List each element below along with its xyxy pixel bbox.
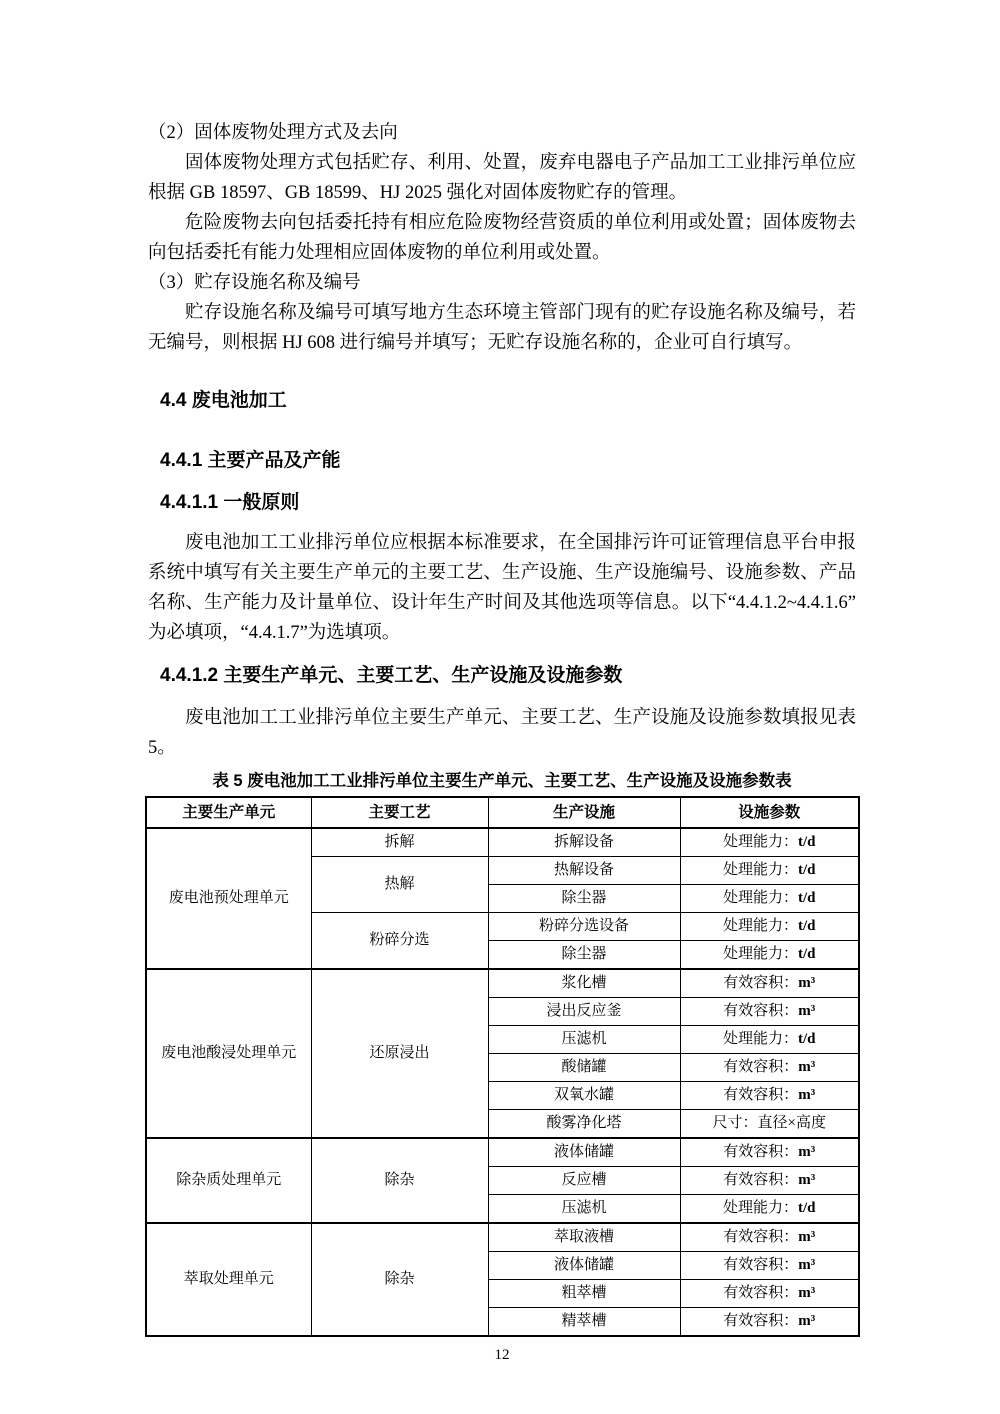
table-cell-param: 处理能力：t/d: [680, 1026, 859, 1054]
section-heading-4-4-1: 4.4.1 主要产品及产能: [160, 450, 341, 471]
table-5-title: 表 5 废电池加工工业排污单位主要生产单元、主要工艺、生产设施及设施参数表: [212, 772, 792, 790]
column-header-facility-parameter: 设施参数: [680, 797, 859, 828]
param-unit: t/d: [798, 834, 816, 850]
paragraph-solid-waste-modes: 固体废物处理方式包括贮存、利用、处置，废弃电器电子产品加工工业排污单位应根据 GB 18597、GB 18599、HJ 2025 强化对固体废物贮存的管理。: [148, 153, 856, 203]
table-cell-param: 有效容积：m³: [680, 1252, 859, 1280]
param-unit: t/d: [798, 946, 816, 962]
table-cell-unit: 萃取处理单元: [146, 1223, 311, 1336]
table-row: [146, 1138, 859, 1167]
param-unit: m³: [798, 1257, 816, 1273]
item-2-heading: （2）固体废物处理方式及去向: [148, 123, 398, 143]
table-cell-param: 有效容积：m³: [680, 998, 859, 1026]
table-cell-process: 热解: [311, 857, 488, 913]
paragraph-table-intro: 废电池加工工业排污单位主要生产单元、主要工艺、生产设施及设施参数填报见表 5。: [148, 708, 856, 758]
table-cell-unit: 废电池酸浸处理单元: [146, 969, 311, 1138]
section-heading-4-4: 4.4 废电池加工: [160, 390, 287, 411]
paragraph-general-principles: 废电池加工工业排污单位应根据本标准要求，在全国排污许可证管理信息平台申报系统中填写有关主要生产单元的主要工艺、生产设施、生产设施编号、设施参数、产品名称、生产能力及计量单位、设计年生产时间及其他选项等信息。以下“4.4.1.2~4.4.1.6”为必填项，“4.4.1.7”为选填项。: [148, 533, 856, 643]
table-cell-facility: 反应槽: [488, 1167, 680, 1195]
table-row: [146, 969, 859, 998]
page-number: 12: [494, 1347, 510, 1363]
table-cell-facility: 热解设备: [488, 857, 680, 885]
param-unit: m³: [798, 1059, 816, 1075]
table-cell-process: 除杂: [311, 1138, 488, 1223]
table-cell-facility: 拆解设备: [488, 828, 680, 857]
table-cell-process: 还原浸出: [311, 969, 488, 1138]
production-table: [145, 796, 860, 1337]
table-cell-param: 有效容积：m³: [680, 1167, 859, 1195]
section-heading-4-4-1-2: 4.4.1.2 主要生产单元、主要工艺、生产设施及设施参数: [160, 665, 623, 686]
table-cell-unit: 废电池预处理单元: [146, 828, 311, 969]
table-cell-facility: 液体储罐: [488, 1138, 680, 1167]
table-cell-param: 有效容积：m³: [680, 1138, 859, 1167]
param-unit: m³: [798, 1313, 816, 1329]
table-cell-process: 拆解: [311, 828, 488, 857]
table-cell-facility: 萃取液槽: [488, 1223, 680, 1252]
table-cell-param: 有效容积：m³: [680, 1280, 859, 1308]
table-cell-param: 处理能力：t/d: [680, 828, 859, 857]
table-cell-facility: 酸雾净化塔: [488, 1110, 680, 1139]
param-unit: t/d: [798, 918, 816, 934]
table-cell-facility: 压滤机: [488, 1195, 680, 1224]
param-unit: m³: [798, 1144, 816, 1160]
table-cell-facility: 液体储罐: [488, 1252, 680, 1280]
table-cell-param: 尺寸：直径×高度: [680, 1110, 859, 1139]
table-cell-param: 处理能力：t/d: [680, 885, 859, 913]
table-cell-param: 有效容积：m³: [680, 1054, 859, 1082]
table-cell-param: 处理能力：t/d: [680, 913, 859, 941]
paragraph-hazardous-waste: 危险废物去向包括委托持有相应危险废物经营资质的单位利用或处置；固体废物去向包括委托有能力处理相应固体废物的单位利用或处置。: [148, 213, 856, 263]
param-unit: m³: [798, 1172, 816, 1188]
table-cell-facility: 浸出反应釜: [488, 998, 680, 1026]
table-cell-facility: 精萃槽: [488, 1308, 680, 1337]
table-cell-facility: 粗萃槽: [488, 1280, 680, 1308]
param-unit: t/d: [798, 890, 816, 906]
paragraph-storage-facility-name: 贮存设施名称及编号可填写地方生态环境主管部门现有的贮存设施名称及编号，若无编号，则根据 HJ 608 进行编号并填写；无贮存设施名称的，企业可自行填写。: [148, 303, 856, 353]
table-cell-process: 粉碎分选: [311, 913, 488, 970]
column-header-production-unit: 主要生产单元: [146, 797, 311, 828]
table-cell-facility: 除尘器: [488, 941, 680, 970]
table-cell-facility: 浆化槽: [488, 969, 680, 998]
param-unit: m³: [798, 1087, 816, 1103]
table-cell-facility: 粉碎分选设备: [488, 913, 680, 941]
param-unit: t/d: [798, 1200, 816, 1216]
item-3-heading: （3）贮存设施名称及编号: [148, 273, 361, 293]
column-header-main-process: 主要工艺: [311, 797, 488, 828]
table-cell-param: 有效容积：m³: [680, 1308, 859, 1337]
table-cell-unit: 除杂质处理单元: [146, 1138, 311, 1223]
table-cell-facility: 酸储罐: [488, 1054, 680, 1082]
table-cell-facility: 双氧水罐: [488, 1082, 680, 1110]
table-cell-param: 有效容积：m³: [680, 1082, 859, 1110]
table-cell-param: 有效容积：m³: [680, 969, 859, 998]
param-unit: t/d: [798, 862, 816, 878]
param-unit: m³: [798, 1003, 816, 1019]
table-cell-facility: 除尘器: [488, 885, 680, 913]
table-row: [146, 1223, 859, 1252]
param-unit: m³: [798, 975, 816, 991]
table-cell-param: 处理能力：t/d: [680, 1195, 859, 1224]
column-header-production-facility: 生产设施: [488, 797, 680, 828]
table-cell-process: 除杂: [311, 1223, 488, 1336]
param-unit: t/d: [798, 1031, 816, 1047]
table-cell-param: 有效容积：m³: [680, 1223, 859, 1252]
param-unit: m³: [798, 1229, 816, 1245]
table-cell-param: 处理能力：t/d: [680, 941, 859, 970]
table-cell-param: 处理能力：t/d: [680, 857, 859, 885]
table-row: [146, 828, 859, 857]
table-cell-facility: 压滤机: [488, 1026, 680, 1054]
table-header-row: [146, 797, 859, 828]
section-heading-4-4-1-1: 4.4.1.1 一般原则: [160, 492, 300, 513]
param-unit: m³: [798, 1285, 816, 1301]
